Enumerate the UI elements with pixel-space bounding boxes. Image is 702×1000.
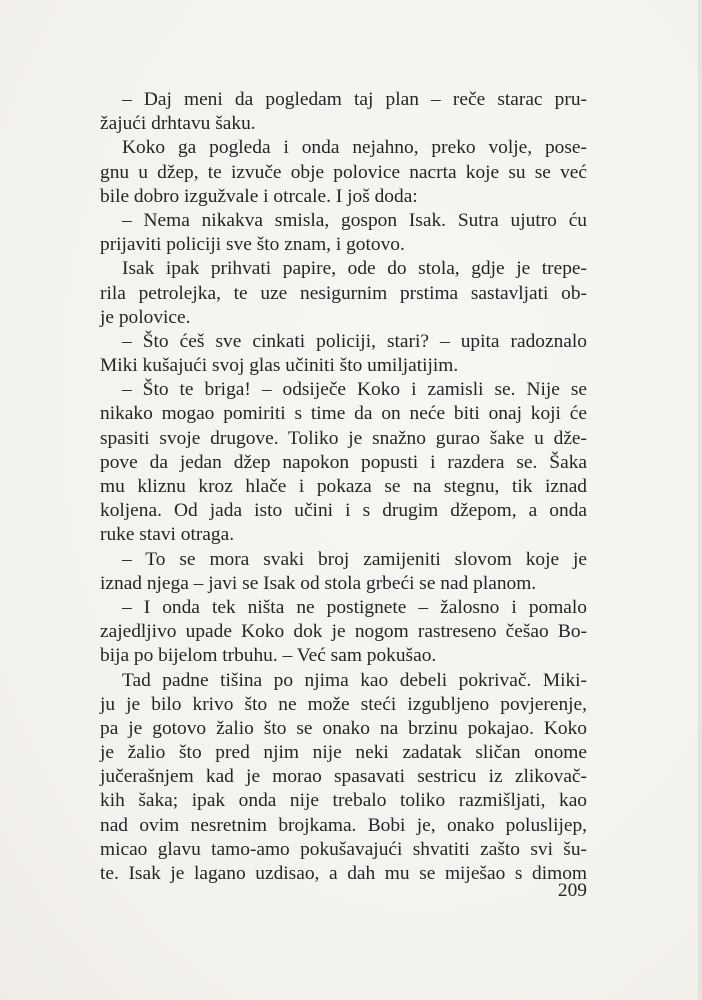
text-line: pove da jedan džep napokon popusti i razdera se. Šaka xyxy=(100,451,587,473)
text-line: Koko ga pogleda i onda nejahno, preko volje, pose- xyxy=(122,137,587,159)
page-number: 209 xyxy=(557,880,587,901)
text-line: jučerašnjem kad je morao spasavati sestricu iz zlikovač- xyxy=(100,766,587,788)
text-line: rila petrolejka, te uze nesigurnim prstima sastavljati ob- xyxy=(100,282,587,304)
text-line: – Nema nikakva smisla, gospon Isak. Sutra ujutro ću xyxy=(122,209,587,231)
text-line: te. Isak je lagano uzdisao, a dah mu se miješao s dimom xyxy=(100,863,587,884)
text-line: Tad padne tišina po njima kao debeli pokrivač. Miki- xyxy=(122,669,587,691)
paragraph xyxy=(100,330,587,378)
text-line: je polovice. xyxy=(100,306,191,328)
body-text xyxy=(100,88,587,886)
paragraph xyxy=(100,548,587,596)
paragraph xyxy=(100,378,587,547)
text-line: micao glavu tamo-amo pokušavajući shvatiti zašto svi šu- xyxy=(100,838,587,860)
text-line: – To se mora svaki broj zamijeniti slovom koje je xyxy=(122,548,587,570)
text-line: je žalio što pred njim nije neki zadatak sličan onome xyxy=(100,742,587,764)
text-line: mu kliznu kroz hlače i pokaza se na stegnu, tik iznad xyxy=(100,476,587,497)
text-line: bija po bijelom trbuhu. – Već sam pokušao. xyxy=(100,645,437,667)
text-line: nikako mogao pomiriti s time da on neće biti onaj koji će xyxy=(100,403,587,425)
text-line: zajedljivo upade Koko dok je nogom rastreseno češao Bo- xyxy=(100,621,587,643)
text-line: – I onda tek ništa ne postignete – žalosno i pomalo xyxy=(122,596,587,618)
text-line: nad ovim nesretnim brojkama. Bobi je, onako poluslijep, xyxy=(100,814,587,836)
text-line: – Daj meni da pogledam taj plan – reče starac pru- xyxy=(122,89,587,110)
paragraph xyxy=(100,209,587,257)
text-line: Miki kušajući svoj glas učiniti što umiljatijim. xyxy=(100,355,459,377)
text-line: žajući drhtavu šaku. xyxy=(100,113,256,135)
text-line: prijaviti policiji sve što znam, i gotovo. xyxy=(100,234,405,256)
paragraph xyxy=(100,596,587,669)
text-line: bile dobro izgužvale i otrcale. I još doda: xyxy=(100,185,418,207)
text-line: ruke stavi otraga. xyxy=(100,524,235,546)
text-line: gnu u džep, te izvuče obje polovice nacrta koje su se već xyxy=(100,161,587,183)
text-line: – Što te briga! – odsiječe Koko i zamisli se. Nije se xyxy=(122,379,587,401)
paragraph xyxy=(100,257,587,330)
paragraph xyxy=(100,136,587,209)
text-line: ju je bilo krivo što ne može steći izgubljeno povjerenje, xyxy=(100,693,587,715)
paragraph xyxy=(100,88,587,136)
text-line: kih šaka; ipak onda nije trebalo toliko razmišljati, kao xyxy=(100,790,587,812)
text-line: iznad njega – javi se Isak od stola grbeći se nad planom. xyxy=(100,572,537,594)
text-line: pa je gotovo žalio što se onako na brzinu pokajao. Koko xyxy=(100,717,587,739)
paragraph xyxy=(100,669,587,887)
text-line: Isak ipak prihvati papire, ode do stola, gdje je trepe- xyxy=(122,258,587,280)
text-line: – Što ćeš sve cinkati policiji, stari? – upita radoznalo xyxy=(122,330,587,352)
text-line: koljena. Od jada isto učini i s drugim džepom, a onda xyxy=(100,500,587,522)
page-edge xyxy=(698,0,702,1000)
text-line: spasiti svoje drugove. Toliko je snažno gurao šake u dže- xyxy=(100,427,587,449)
